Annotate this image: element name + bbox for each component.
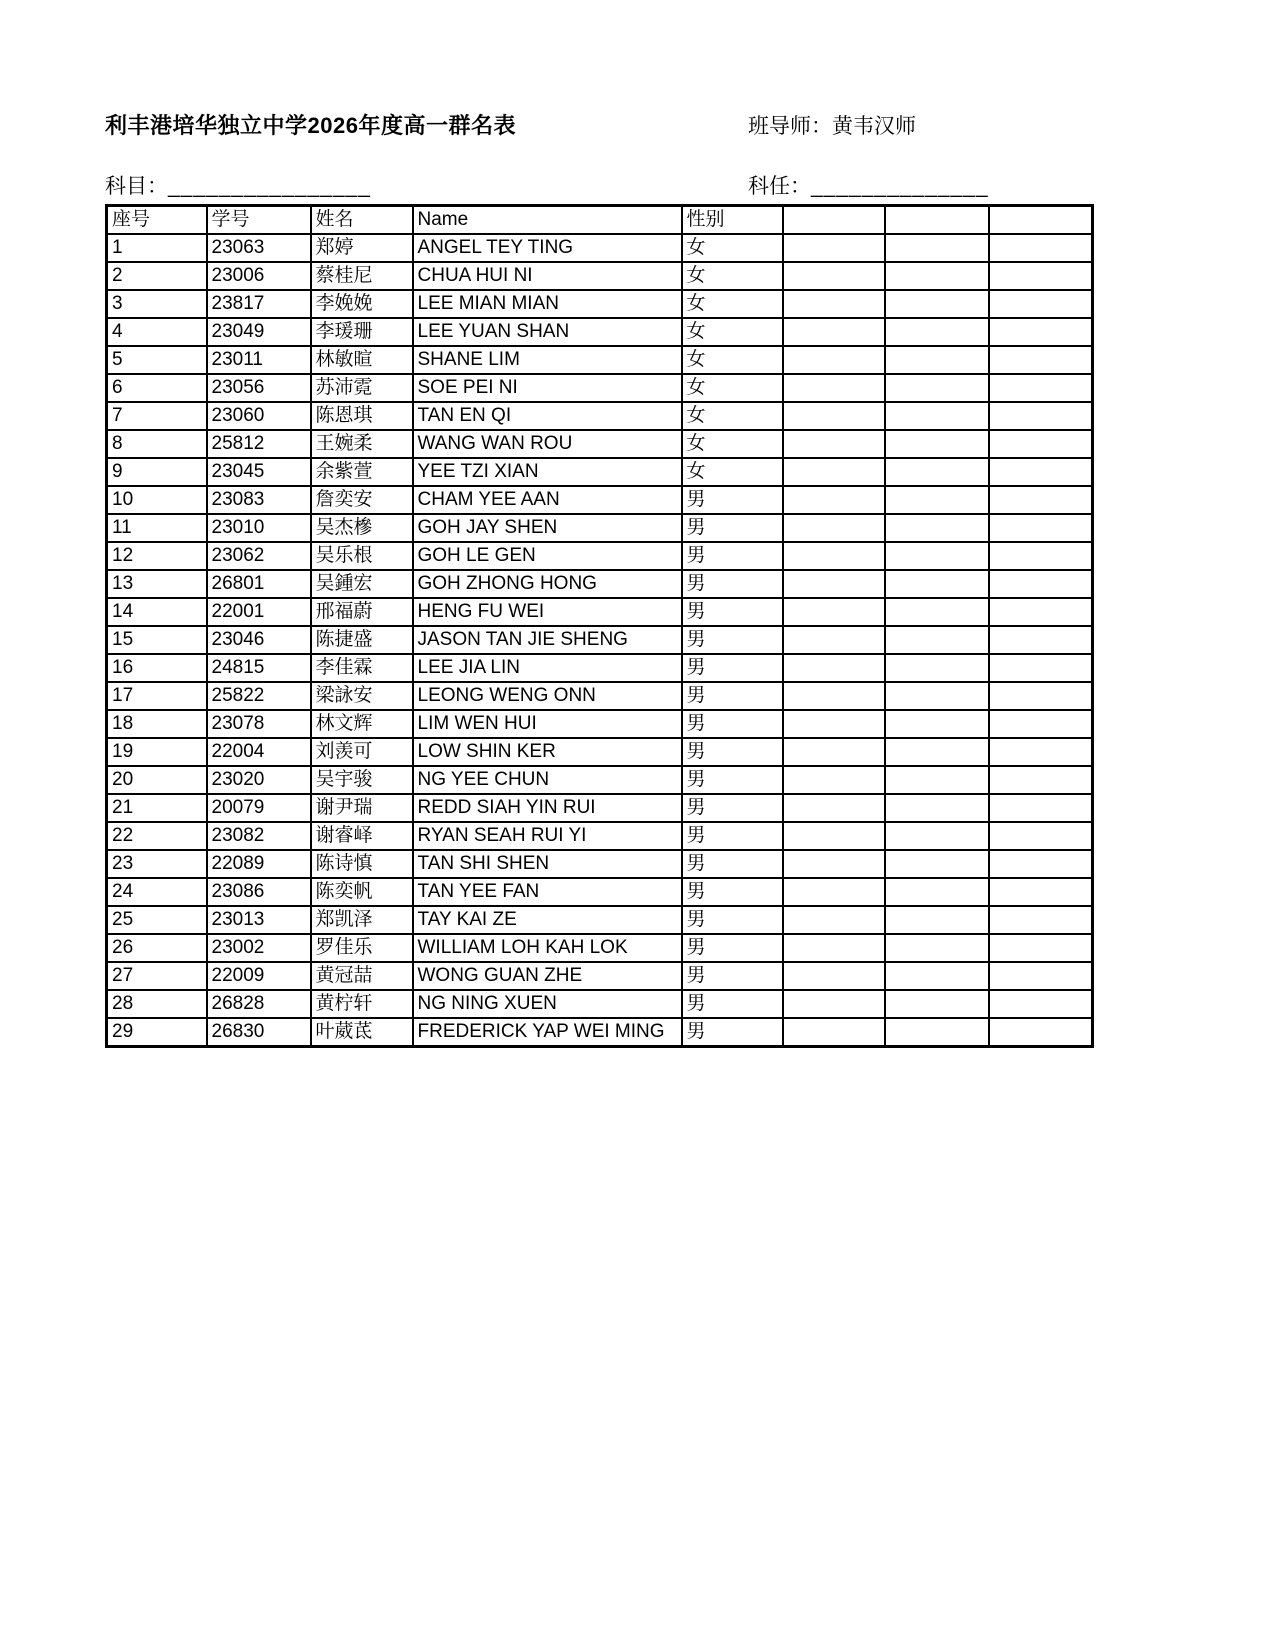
english-name-cell: WONG GUAN ZHE <box>413 962 682 990</box>
empty-cell <box>989 318 1093 346</box>
table-row <box>107 654 1093 682</box>
chinese-name-cell: 蔡桂尼 <box>311 262 413 290</box>
gender-cell: 男 <box>682 850 783 878</box>
empty-cell <box>989 878 1093 906</box>
gender-cell: 女 <box>682 346 783 374</box>
seat-cell: 14 <box>107 598 207 626</box>
column-header-gender: 性别 <box>682 206 783 235</box>
table-row <box>107 794 1093 822</box>
column-header-name_cn: 姓名 <box>311 206 413 235</box>
table-row <box>107 374 1093 402</box>
empty-cell <box>783 290 885 318</box>
table-row <box>107 430 1093 458</box>
english-name-cell: SHANE LIM <box>413 346 682 374</box>
empty-cell <box>885 962 989 990</box>
english-name-cell: REDD SIAH YIN RUI <box>413 794 682 822</box>
gender-cell: 女 <box>682 430 783 458</box>
chinese-name-cell: 吴宇骏 <box>311 766 413 794</box>
empty-cell <box>783 514 885 542</box>
empty-cell <box>989 234 1093 262</box>
empty-cell <box>783 402 885 430</box>
chinese-name-cell: 黄冠喆 <box>311 962 413 990</box>
empty-cell <box>885 850 989 878</box>
empty-cell <box>885 710 989 738</box>
student-id-cell: 23013 <box>207 906 311 934</box>
empty-cell <box>885 234 989 262</box>
empty-cell <box>783 1018 885 1047</box>
empty-cell <box>885 682 989 710</box>
gender-cell: 男 <box>682 878 783 906</box>
seat-cell: 16 <box>107 654 207 682</box>
gender-cell: 男 <box>682 682 783 710</box>
empty-cell <box>989 598 1093 626</box>
empty-cell <box>783 486 885 514</box>
seat-cell: 15 <box>107 626 207 654</box>
subject-field <box>105 170 371 200</box>
gender-cell: 女 <box>682 374 783 402</box>
empty-cell <box>989 570 1093 598</box>
chinese-name-cell: 苏沛霓 <box>311 374 413 402</box>
empty-cell <box>885 262 989 290</box>
subject-label: 科目： <box>105 175 168 198</box>
student-id-cell: 23086 <box>207 878 311 906</box>
student-id-cell: 26830 <box>207 1018 311 1047</box>
chinese-name-cell: 李瑗珊 <box>311 318 413 346</box>
column-header-empty <box>783 206 885 235</box>
chinese-name-cell: 谢尹瑞 <box>311 794 413 822</box>
student-id-cell: 25822 <box>207 682 311 710</box>
seat-cell: 21 <box>107 794 207 822</box>
english-name-cell: NG NING XUEN <box>413 990 682 1018</box>
empty-cell <box>783 318 885 346</box>
table-row <box>107 934 1093 962</box>
empty-cell <box>885 766 989 794</box>
table-row <box>107 738 1093 766</box>
seat-cell: 17 <box>107 682 207 710</box>
seat-cell: 18 <box>107 710 207 738</box>
empty-cell <box>989 430 1093 458</box>
empty-cell <box>783 542 885 570</box>
table-row <box>107 542 1093 570</box>
table-row <box>107 290 1093 318</box>
empty-cell <box>885 822 989 850</box>
table-row <box>107 906 1093 934</box>
english-name-cell: RYAN SEAH RUI YI <box>413 822 682 850</box>
student-id-cell: 23060 <box>207 402 311 430</box>
empty-cell <box>885 458 989 486</box>
empty-cell <box>783 374 885 402</box>
seat-cell: 3 <box>107 290 207 318</box>
subject-teacher-field <box>748 170 989 200</box>
empty-cell <box>783 458 885 486</box>
seat-cell: 27 <box>107 962 207 990</box>
empty-cell <box>783 794 885 822</box>
empty-cell <box>783 710 885 738</box>
empty-cell <box>885 542 989 570</box>
empty-cell <box>989 262 1093 290</box>
table-row <box>107 990 1093 1018</box>
table-row <box>107 822 1093 850</box>
gender-cell: 男 <box>682 962 783 990</box>
gender-cell: 男 <box>682 542 783 570</box>
table-row <box>107 626 1093 654</box>
seat-cell: 25 <box>107 906 207 934</box>
empty-cell <box>783 262 885 290</box>
table-row <box>107 234 1093 262</box>
student-id-cell: 20079 <box>207 794 311 822</box>
table-row <box>107 1018 1093 1047</box>
empty-cell <box>885 514 989 542</box>
class-teacher-label: 班导师：黄韦汉师 <box>748 115 916 138</box>
chinese-name-cell: 吴杰槮 <box>311 514 413 542</box>
empty-cell <box>885 430 989 458</box>
seat-cell: 10 <box>107 486 207 514</box>
seat-cell: 8 <box>107 430 207 458</box>
gender-cell: 男 <box>682 906 783 934</box>
chinese-name-cell: 陈奕帆 <box>311 878 413 906</box>
seat-cell: 23 <box>107 850 207 878</box>
student-id-cell: 23002 <box>207 934 311 962</box>
gender-cell: 男 <box>682 738 783 766</box>
english-name-cell: TAN SHI SHEN <box>413 850 682 878</box>
empty-cell <box>885 934 989 962</box>
empty-cell <box>783 738 885 766</box>
empty-cell <box>989 1018 1093 1047</box>
empty-cell <box>989 514 1093 542</box>
chinese-name-cell: 陈捷盛 <box>311 626 413 654</box>
roster-table <box>105 204 1094 1048</box>
empty-cell <box>885 570 989 598</box>
english-name-cell: LEONG WENG ONN <box>413 682 682 710</box>
student-id-cell: 23817 <box>207 290 311 318</box>
chinese-name-cell: 刘羡可 <box>311 738 413 766</box>
gender-cell: 男 <box>682 822 783 850</box>
english-name-cell: LEE MIAN MIAN <box>413 290 682 318</box>
student-id-cell: 23006 <box>207 262 311 290</box>
english-name-cell: CHUA HUI NI <box>413 262 682 290</box>
seat-cell: 1 <box>107 234 207 262</box>
english-name-cell: GOH JAY SHEN <box>413 514 682 542</box>
gender-cell: 男 <box>682 710 783 738</box>
subject-teacher-label: 科任： <box>748 175 811 198</box>
empty-cell <box>989 346 1093 374</box>
chinese-name-cell: 林文辉 <box>311 710 413 738</box>
table-row <box>107 766 1093 794</box>
student-id-cell: 23056 <box>207 374 311 402</box>
table-row <box>107 878 1093 906</box>
seat-cell: 24 <box>107 878 207 906</box>
english-name-cell: JASON TAN JIE SHENG <box>413 626 682 654</box>
empty-cell <box>885 318 989 346</box>
empty-cell <box>783 766 885 794</box>
seat-cell: 12 <box>107 542 207 570</box>
empty-cell <box>989 738 1093 766</box>
subject-teacher-blank: ______________ <box>811 175 989 198</box>
gender-cell: 男 <box>682 514 783 542</box>
table-row <box>107 850 1093 878</box>
empty-cell <box>989 906 1093 934</box>
empty-cell <box>885 626 989 654</box>
empty-cell <box>783 906 885 934</box>
empty-cell <box>885 906 989 934</box>
english-name-cell: LEE YUAN SHAN <box>413 318 682 346</box>
chinese-name-cell: 叶葳茋 <box>311 1018 413 1047</box>
chinese-name-cell: 郑凯泽 <box>311 906 413 934</box>
table-row <box>107 710 1093 738</box>
student-id-cell: 23049 <box>207 318 311 346</box>
empty-cell <box>783 878 885 906</box>
english-name-cell: LOW SHIN KER <box>413 738 682 766</box>
empty-cell <box>989 990 1093 1018</box>
empty-cell <box>885 654 989 682</box>
student-id-cell: 23082 <box>207 822 311 850</box>
english-name-cell: WANG WAN ROU <box>413 430 682 458</box>
student-id-cell: 23020 <box>207 766 311 794</box>
column-header-empty <box>989 206 1093 235</box>
chinese-name-cell: 李娩娩 <box>311 290 413 318</box>
seat-cell: 29 <box>107 1018 207 1047</box>
empty-cell <box>885 374 989 402</box>
gender-cell: 女 <box>682 402 783 430</box>
student-id-cell: 23083 <box>207 486 311 514</box>
table-row <box>107 570 1093 598</box>
chinese-name-cell: 邢福蔚 <box>311 598 413 626</box>
empty-cell <box>885 1018 989 1047</box>
empty-cell <box>783 682 885 710</box>
english-name-cell: TAY KAI ZE <box>413 906 682 934</box>
empty-cell <box>783 346 885 374</box>
gender-cell: 女 <box>682 318 783 346</box>
gender-cell: 女 <box>682 458 783 486</box>
table-header-row <box>107 206 1093 235</box>
table-row <box>107 962 1093 990</box>
english-name-cell: WILLIAM LOH KAH LOK <box>413 934 682 962</box>
empty-cell <box>989 934 1093 962</box>
empty-cell <box>783 234 885 262</box>
empty-cell <box>989 654 1093 682</box>
english-name-cell: FREDERICK YAP WEI MING <box>413 1018 682 1047</box>
empty-cell <box>989 626 1093 654</box>
empty-cell <box>783 850 885 878</box>
column-header-seat: 座号 <box>107 206 207 235</box>
empty-cell <box>783 934 885 962</box>
student-id-cell: 23010 <box>207 514 311 542</box>
chinese-name-cell: 谢睿峄 <box>311 822 413 850</box>
gender-cell: 男 <box>682 570 783 598</box>
english-name-cell: CHAM YEE AAN <box>413 486 682 514</box>
table-row <box>107 514 1093 542</box>
empty-cell <box>989 682 1093 710</box>
english-name-cell: GOH LE GEN <box>413 542 682 570</box>
empty-cell <box>783 570 885 598</box>
english-name-cell: LIM WEN HUI <box>413 710 682 738</box>
gender-cell: 男 <box>682 626 783 654</box>
empty-cell <box>989 290 1093 318</box>
empty-cell <box>885 878 989 906</box>
student-id-cell: 25812 <box>207 430 311 458</box>
student-id-cell: 23046 <box>207 626 311 654</box>
student-id-cell: 23063 <box>207 234 311 262</box>
empty-cell <box>783 822 885 850</box>
seat-cell: 2 <box>107 262 207 290</box>
seat-cell: 7 <box>107 402 207 430</box>
empty-cell <box>885 346 989 374</box>
chinese-name-cell: 王婉柔 <box>311 430 413 458</box>
english-name-cell: YEE TZI XIAN <box>413 458 682 486</box>
table-row <box>107 458 1093 486</box>
gender-cell: 男 <box>682 766 783 794</box>
english-name-cell: ANGEL TEY TING <box>413 234 682 262</box>
chinese-name-cell: 黄柠轩 <box>311 990 413 1018</box>
student-id-cell: 26828 <box>207 990 311 1018</box>
empty-cell <box>989 710 1093 738</box>
empty-cell <box>989 486 1093 514</box>
empty-cell <box>885 486 989 514</box>
gender-cell: 男 <box>682 654 783 682</box>
student-id-cell: 26801 <box>207 570 311 598</box>
empty-cell <box>783 962 885 990</box>
chinese-name-cell: 吴鍾宏 <box>311 570 413 598</box>
chinese-name-cell: 陈诗慎 <box>311 850 413 878</box>
student-id-cell: 23045 <box>207 458 311 486</box>
empty-cell <box>989 822 1093 850</box>
table-row <box>107 262 1093 290</box>
empty-cell <box>989 962 1093 990</box>
seat-cell: 20 <box>107 766 207 794</box>
empty-cell <box>783 430 885 458</box>
empty-cell <box>989 458 1093 486</box>
chinese-name-cell: 郑婷 <box>311 234 413 262</box>
seat-cell: 13 <box>107 570 207 598</box>
gender-cell: 男 <box>682 794 783 822</box>
empty-cell <box>989 402 1093 430</box>
student-id-cell: 23078 <box>207 710 311 738</box>
table-row <box>107 486 1093 514</box>
student-id-cell: 22001 <box>207 598 311 626</box>
english-name-cell: TAN EN QI <box>413 402 682 430</box>
gender-cell: 男 <box>682 486 783 514</box>
table-row <box>107 402 1093 430</box>
seat-cell: 28 <box>107 990 207 1018</box>
empty-cell <box>989 850 1093 878</box>
empty-cell <box>885 402 989 430</box>
student-id-cell: 23062 <box>207 542 311 570</box>
gender-cell: 男 <box>682 1018 783 1047</box>
chinese-name-cell: 罗佳乐 <box>311 934 413 962</box>
seat-cell: 26 <box>107 934 207 962</box>
empty-cell <box>885 990 989 1018</box>
student-id-cell: 22004 <box>207 738 311 766</box>
gender-cell: 女 <box>682 234 783 262</box>
chinese-name-cell: 余紫萱 <box>311 458 413 486</box>
chinese-name-cell: 吴乐根 <box>311 542 413 570</box>
student-id-cell: 22089 <box>207 850 311 878</box>
english-name-cell: NG YEE CHUN <box>413 766 682 794</box>
seat-cell: 4 <box>107 318 207 346</box>
gender-cell: 男 <box>682 990 783 1018</box>
seat-cell: 5 <box>107 346 207 374</box>
chinese-name-cell: 林敏暄 <box>311 346 413 374</box>
column-header-name_en: Name <box>413 206 682 235</box>
seat-cell: 19 <box>107 738 207 766</box>
english-name-cell: TAN YEE FAN <box>413 878 682 906</box>
seat-cell: 6 <box>107 374 207 402</box>
chinese-name-cell: 詹奕安 <box>311 486 413 514</box>
empty-cell <box>989 766 1093 794</box>
empty-cell <box>885 290 989 318</box>
table-row <box>107 346 1093 374</box>
table-row <box>107 682 1093 710</box>
gender-cell: 女 <box>682 290 783 318</box>
chinese-name-cell: 陈恩琪 <box>311 402 413 430</box>
gender-cell: 男 <box>682 598 783 626</box>
empty-cell <box>885 598 989 626</box>
gender-cell: 男 <box>682 934 783 962</box>
empty-cell <box>885 738 989 766</box>
gender-cell: 女 <box>682 262 783 290</box>
empty-cell <box>989 374 1093 402</box>
seat-cell: 22 <box>107 822 207 850</box>
english-name-cell: GOH ZHONG HONG <box>413 570 682 598</box>
empty-cell <box>783 598 885 626</box>
empty-cell <box>783 654 885 682</box>
empty-cell <box>989 794 1093 822</box>
seat-cell: 9 <box>107 458 207 486</box>
student-id-cell: 23011 <box>207 346 311 374</box>
student-id-cell: 24815 <box>207 654 311 682</box>
english-name-cell: LEE JIA LIN <box>413 654 682 682</box>
seat-cell: 11 <box>107 514 207 542</box>
empty-cell <box>989 542 1093 570</box>
table-row <box>107 598 1093 626</box>
subject-blank: ________________ <box>168 175 371 198</box>
empty-cell <box>783 626 885 654</box>
column-header-student_id: 学号 <box>207 206 311 235</box>
english-name-cell: HENG FU WEI <box>413 598 682 626</box>
english-name-cell: SOE PEI NI <box>413 374 682 402</box>
chinese-name-cell: 李佳霖 <box>311 654 413 682</box>
page-title: 利丰港培华独立中学2026年度高一群名表 <box>105 113 516 138</box>
table-row <box>107 318 1093 346</box>
column-header-empty <box>885 206 989 235</box>
empty-cell <box>783 990 885 1018</box>
empty-cell <box>885 794 989 822</box>
chinese-name-cell: 梁詠安 <box>311 682 413 710</box>
student-id-cell: 22009 <box>207 962 311 990</box>
